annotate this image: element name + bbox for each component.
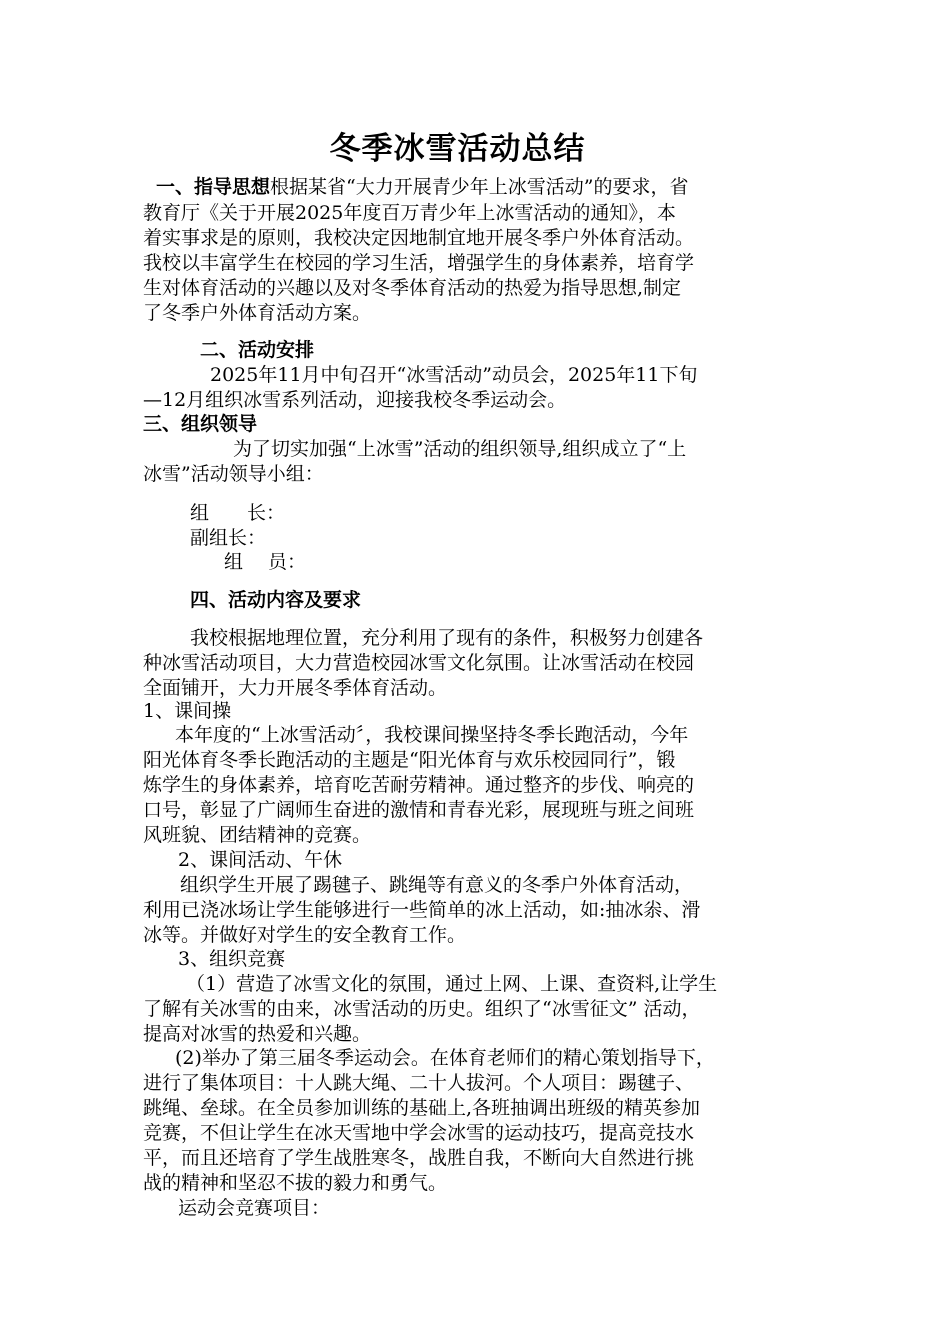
group-members-label: 组 员： [224,551,307,573]
section-heading-guiding: 一、指导思想 [156,176,271,198]
paragraph-line: 了冬季户外体育活动方案。 [143,302,372,324]
paragraph-line: 种冰雪活动项目，大力营造校园冰雪文化氛围。让冰雪活动在校园 [143,652,695,674]
paragraph-line: （1）营造了冰雪文化的氛围，通过上网、上课、查资料,让学生 [186,973,718,995]
paragraph-line: 冰雪”活动领导小组： [143,463,324,485]
paragraph-line: 平，而且还培育了学生战胜寒冬，战胜自我，不断向大自然进行挑 [143,1147,695,1169]
paragraph-line: 2025年11月中旬召开“冰雪活动”动员会，2025年11下旬 [210,364,698,386]
paragraph-line: 为了切实加强“上冰雪”活动的组织领导,组织成立了“上 [233,438,687,460]
paragraph-line: 战的精神和坚忍不拔的毅力和勇气。 [143,1172,448,1194]
paragraph-line: 风班貌、团结精神的竞赛。 [143,824,372,846]
subheading-item3: 3、组织竞赛 [178,948,286,970]
paragraph-line: 利用已浇冰场让学生能够进行一些简单的冰上活动，如:抽冰尜、滑 [143,899,701,921]
subheading-item2: 2、课间活动、午休 [178,849,343,871]
guiding-first-line [156,174,688,200]
group-leader-label: 组 长： [190,502,286,524]
paragraph-line: 竞赛，不但让学生在冰天雪地中学会冰雪的运动技巧，提高竞技水 [143,1122,695,1144]
section-heading-arrangement: 二、活动安排 [200,339,315,361]
section-heading-content: 四、活动内容及要求 [190,589,362,611]
paragraph-line: 进行了集体项目：十人跳大绳、二十人拔河。个人项目：踢毽子、 [143,1072,695,1094]
paragraph-line: 着实事求是的原则，我校决定因地制宜地开展冬季户外体育活动。 [143,227,695,249]
paragraph-line: 冰等。并做好对学生的安全教育工作。 [143,924,467,946]
paragraph-line: 全面铺开，大力开展冬季体育活动。 [143,677,448,699]
paragraph-line: 口号，彰显了广阔师生奋进的激情和青春光彩，展现班与班之间班 [143,799,695,821]
paragraph-line: 炼学生的身体素养，培育吃苦耐劳精神。通过整齐的步伐、响亮的 [143,774,695,796]
paragraph-line: 生对体育活动的兴趣以及对冬季体育活动的热爱为指导思想,制定 [143,277,682,299]
paragraph-line: —12月组织冰雪系列活动，迎接我校冬季运动会。 [143,389,567,411]
paragraph-line: 本年度的“上冰雪活动〞，我校课间操坚持冬季长跑活动，今年 [175,724,689,746]
deputy-leader-label: 副组长： [190,527,267,549]
paragraph-line: 跳绳、垒球。在全员参加训练的基础上,各班抽调出班级的精英参加 [143,1097,701,1119]
events-label: 运动会竞赛项目： [178,1197,331,1219]
paragraph-line: 提高对冰雪的热爱和兴趣。 [143,1023,372,1045]
paragraph-line: 阳光体育冬季长跑活动的主题是“阳光体育与欢乐校园同行”，锻 [143,749,676,771]
section-heading-leadership: 三、组织领导 [143,413,258,435]
paragraph-line: 我校以丰富学生在校园的学习生活，增强学生的身体素养，培育学 [143,252,695,274]
paragraph-line: 了解有关冰雪的由来，冰雪活动的历史。组织了“冰雪征文” 活动， [143,998,701,1020]
paragraph-line: 我校根据地理位置，充分利用了现有的条件，积极努力创建各 [190,627,704,649]
paragraph-line: (2)举办了第三届冬季运动会。在体育老师们的精心策划指导下， [175,1047,715,1069]
paragraph-line: 教育厅《关于开展2025年度百万青少年上冰雪活动的通知》，本 [143,202,676,224]
document-title: 冬季冰雪活动总结 [329,131,586,167]
paragraph-line: 根据某省“大力开展青少年上冰雪活动”的要求，省 [270,176,689,198]
paragraph-line: 组织学生开展了踢毽子、跳绳等有意义的冬季户外体育活动， [180,874,694,896]
subheading-item1: 1、课间操 [143,700,232,722]
